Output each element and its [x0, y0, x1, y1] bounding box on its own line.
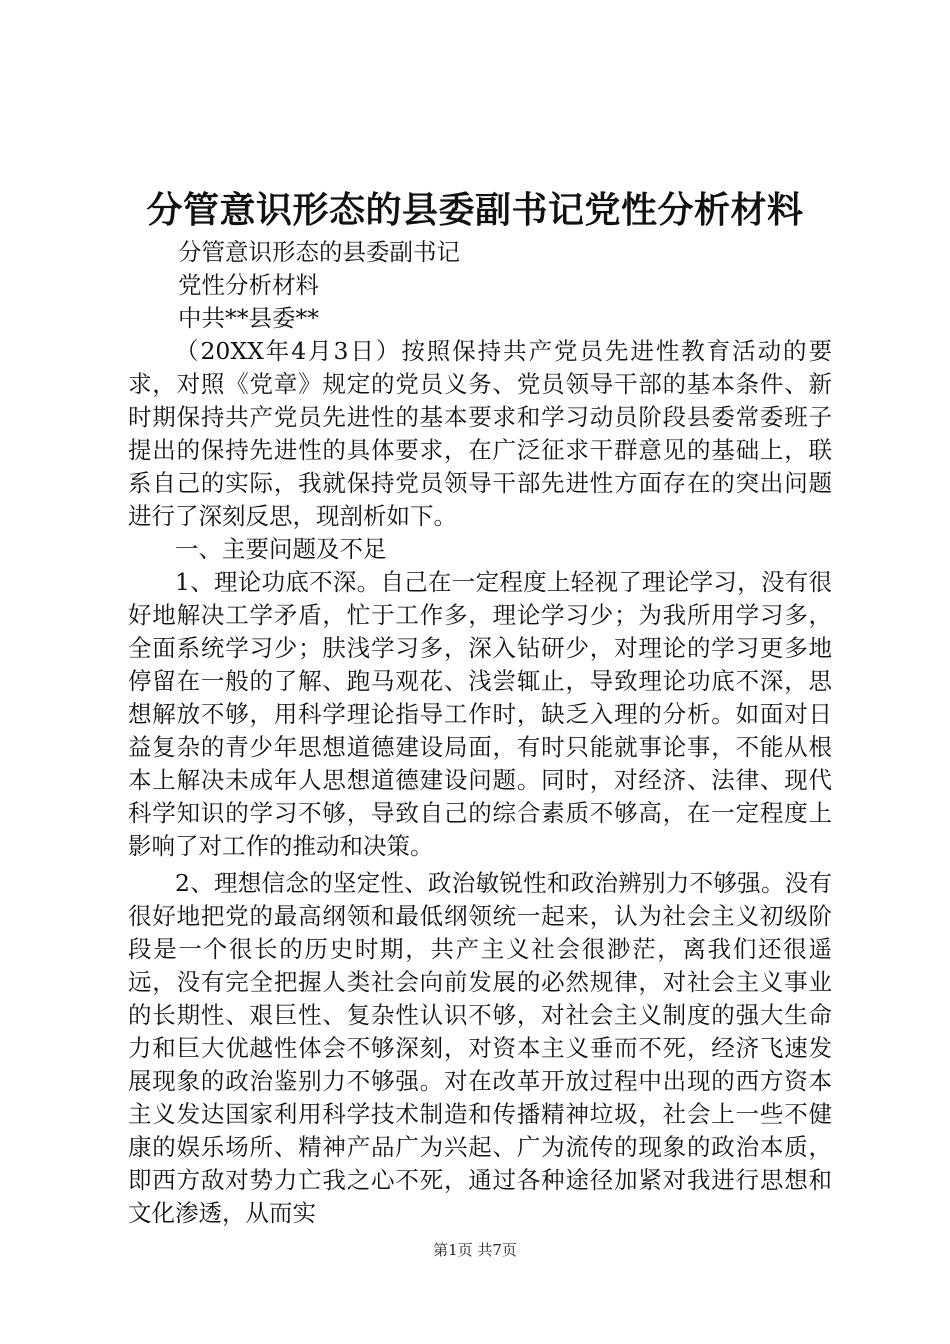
subtitle-line-1: 分管意识形态的县委副书记: [178, 238, 460, 266]
author-line: 中共**县委**: [178, 304, 319, 332]
document-body: [128, 236, 832, 1230]
section-heading: 一、主要问题及不足: [175, 535, 387, 563]
body-paragraph: 2、理想信念的坚定性、政治敏锐性和政治辨别力不够强。没有很好地把党的最高纲领和最低纲领统一起来，认为社会主义初级阶段是一个很长的历史时期，共产主义社会很渺茫，离我们还很遥远，没有完全把握人类社会向前发展的必然规律，对社会主义事业的长期性、艰巨性、复杂性认识不够，对社会主义制度的强大生命力和巨大优越性体会不够深刻，对资本主义垂而不死，经济飞速发展现象的政治鉴别力不够强。对在改革开放过程中出现的西方资本主义发达国家利用科学技术制造和传播精神垃圾，社会上一些不健康的娱乐场所、精神产品广为兴起、广为流传的现象的政治本质，即西方敌对势力亡我之心不死，通过各种途径加紧对我进行思想和文化渗透，从而实: [128, 869, 832, 1227]
subtitle-line-2: 党性分析材料: [178, 271, 319, 299]
page-number-footer: 第1页 共7页: [433, 1241, 517, 1259]
body-paragraph: 1、理论功底不深。自己在一定程度上轻视了理论学习，没有很好地解决工学矛盾，忙于工作多，理论学习少；为我所用学习多，全面系统学习少；肤浅学习多，深入钻研少，对理论的学习更多地停留在一般的了解、跑马观花、浅尝辄止，导致理论功底不深，思想解放不够，用科学理论指导工作时，缺乏入理的分析。如面对日益复杂的青少年思想道德建设局面，有时只能就事论事，不能从根本上解决未成年人思想道德建设问题。同时，对经济、法律、现代科学知识的学习不够，导致自己的综合素质不够高，在一定程度上影响了对工作的推动和决策。: [128, 568, 832, 860]
document-title: 分管意识形态的县委副书记党性分析材料: [146, 189, 804, 231]
intro-paragraph: （20XX年4月3日）按照保持共产党员先进性教育活动的要求，对照《党章》规定的党员义务、党员领导干部的基本条件、新时期保持共产党员先进性的基本要求和学习动员阶段县委常委班子提出的保持先进性的具体要求，在广泛征求干群意见的基础上，联系自己的实际，我就保持党员领导干部先进性方面存在的突出问题进行了深刻反思，现剖析如下。: [128, 337, 832, 530]
